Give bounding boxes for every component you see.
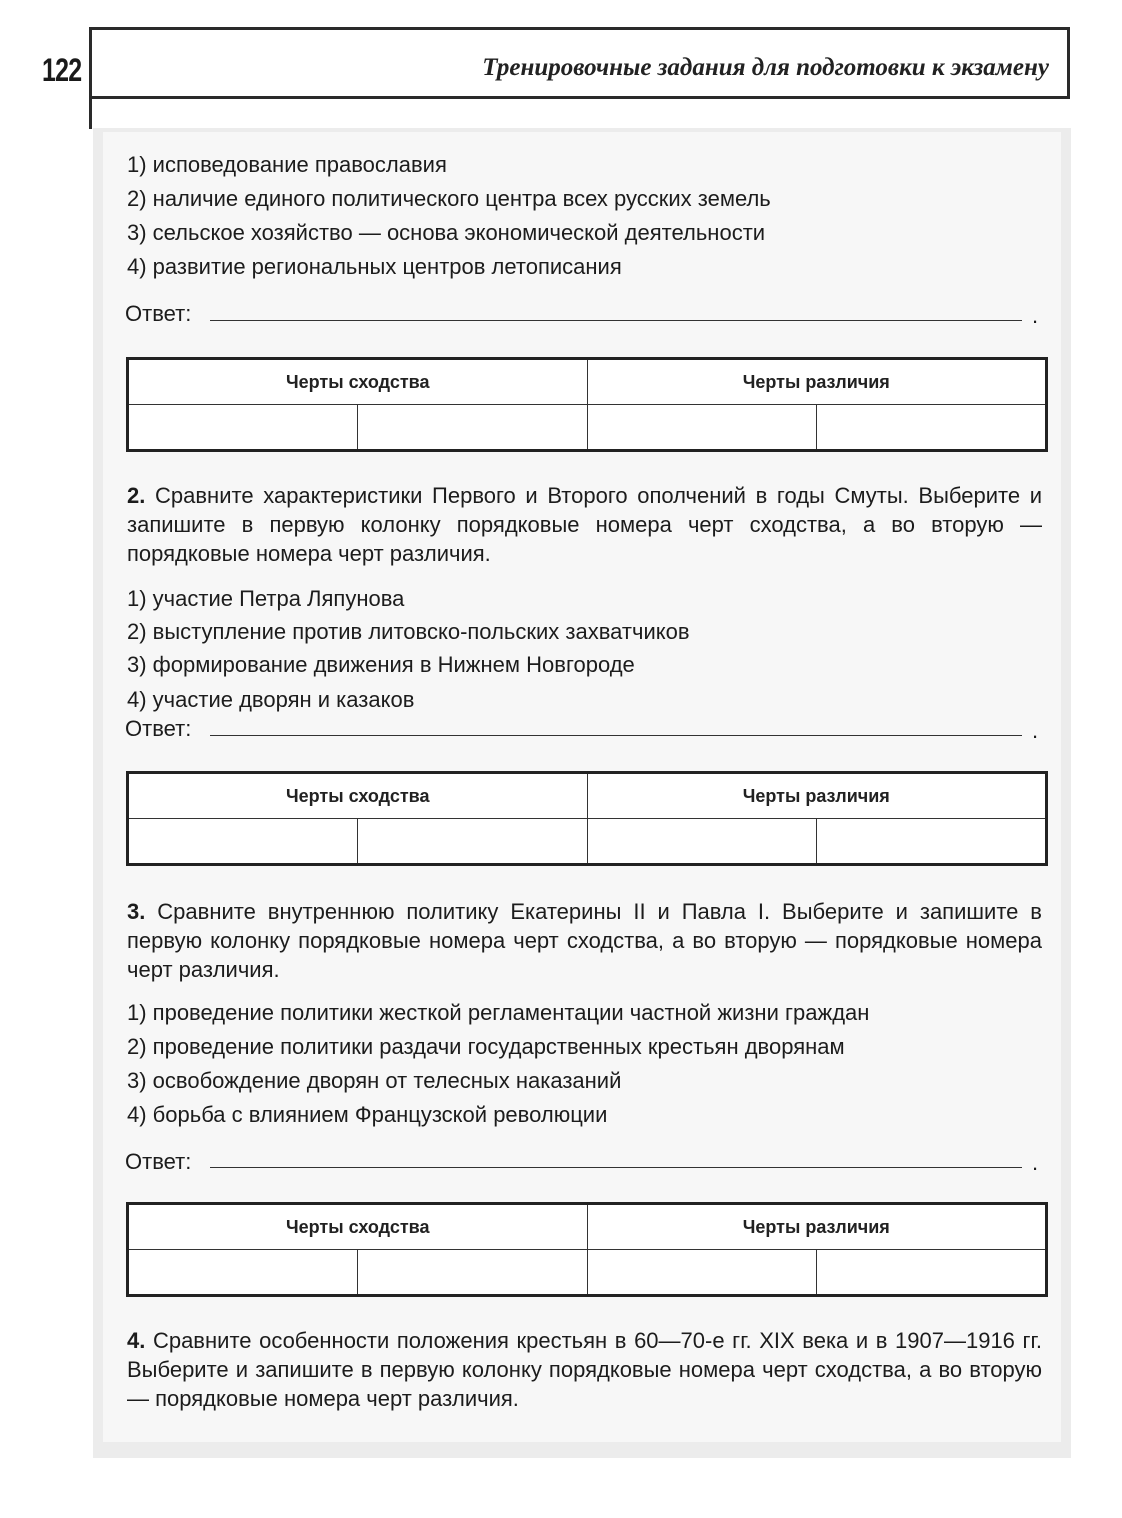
difference-cell-1[interactable] [587, 405, 817, 451]
task1-answer-dot: . [1032, 303, 1039, 328]
left-rule [89, 99, 92, 129]
task3-answer-field[interactable] [210, 1167, 1022, 1168]
similarity-header: Черты сходства [128, 359, 588, 405]
difference-header: Черты различия [587, 359, 1047, 405]
task4-number: 4. [127, 1328, 146, 1353]
similarity-cell-2[interactable] [357, 1250, 587, 1296]
task2-option-2: 2) выступление против литовско-польских захватчиков [127, 619, 690, 644]
difference-cell-2[interactable] [817, 1250, 1047, 1296]
similarity-header: Черты сходства [128, 773, 588, 819]
difference-header: Черты различия [587, 773, 1047, 819]
difference-cell-1[interactable] [587, 819, 817, 865]
task2-text: Сравните характеристики Первого и Второго ополчений в годы Смуты. Выберите и запишите в первую колонку порядковые номера черт сходства, а во вторую — порядковые номера черт различия. [127, 483, 1042, 566]
task4-text: Сравните особенности положения крестьян в 60—70-е гг. XIX века и в 1907—1916 гг. Выберите и запишите в первую колонку порядковые номера черт сходства, а во вторую — порядковые номера черт различия. [127, 1328, 1042, 1411]
task3-comparison-table [126, 1202, 1048, 1297]
task1-option-1: 1) исповедование православия [127, 152, 447, 177]
task1-option-2: 2) наличие единого политического центра всех русских земель [127, 186, 771, 211]
task3-number: 3. [127, 899, 146, 924]
task2-number: 2. [127, 483, 146, 508]
header-title: Тренировочные задания для подготовки к экзамену [482, 54, 1049, 81]
similarity-cell-1[interactable] [128, 405, 358, 451]
task2-option-4: 4) участие дворян и казаков [127, 687, 415, 712]
task3-option-2: 2) проведение политики раздачи государственных крестьян дворянам [127, 1034, 845, 1059]
task1-answer-label: Ответ: [125, 301, 192, 326]
task2-comparison-table [126, 771, 1048, 866]
difference-header: Черты различия [587, 1204, 1047, 1250]
task1-answer-field[interactable] [210, 320, 1022, 321]
task2-option-3: 3) формирование движения в Нижнем Новгороде [127, 652, 635, 677]
task2-option-1: 1) участие Петра Ляпунова [127, 586, 405, 611]
difference-cell-2[interactable] [817, 819, 1047, 865]
task3-answer-label: Ответ: [125, 1149, 192, 1174]
task1-option-4: 4) развитие региональных центров летописания [127, 254, 622, 279]
task3-answer-dot: . [1032, 1150, 1039, 1175]
task3-text: Сравните внутреннюю политику Екатерины II и Павла I. Выберите и запишите в первую колонку порядковые номера черт сходства, а во вторую — порядковые номера черт различия. [127, 899, 1042, 982]
page-number: 122 [42, 52, 82, 88]
task2-answer-field[interactable] [210, 735, 1022, 736]
task3-option-3: 3) освобождение дворян от телесных наказаний [127, 1068, 622, 1093]
task2-answer-label: Ответ: [125, 716, 192, 741]
similarity-header: Черты сходства [128, 1204, 588, 1250]
task3-prompt [127, 897, 1042, 984]
difference-cell-1[interactable] [587, 1250, 817, 1296]
task3-option-1: 1) проведение политики жесткой регламентации частной жизни граждан [127, 1000, 870, 1025]
task2-answer-dot: . [1032, 718, 1039, 743]
task3-option-4: 4) борьба с влиянием Французской революции [127, 1102, 608, 1127]
similarity-cell-2[interactable] [357, 819, 587, 865]
running-header [89, 27, 1070, 99]
task2-prompt [127, 481, 1042, 568]
difference-cell-2[interactable] [817, 405, 1047, 451]
similarity-cell-2[interactable] [357, 405, 587, 451]
similarity-cell-1[interactable] [128, 819, 358, 865]
task4-prompt [127, 1326, 1042, 1413]
similarity-cell-1[interactable] [128, 1250, 358, 1296]
task1-comparison-table [126, 357, 1048, 452]
task1-option-3: 3) сельское хозяйство — основа экономической деятельности [127, 220, 766, 245]
